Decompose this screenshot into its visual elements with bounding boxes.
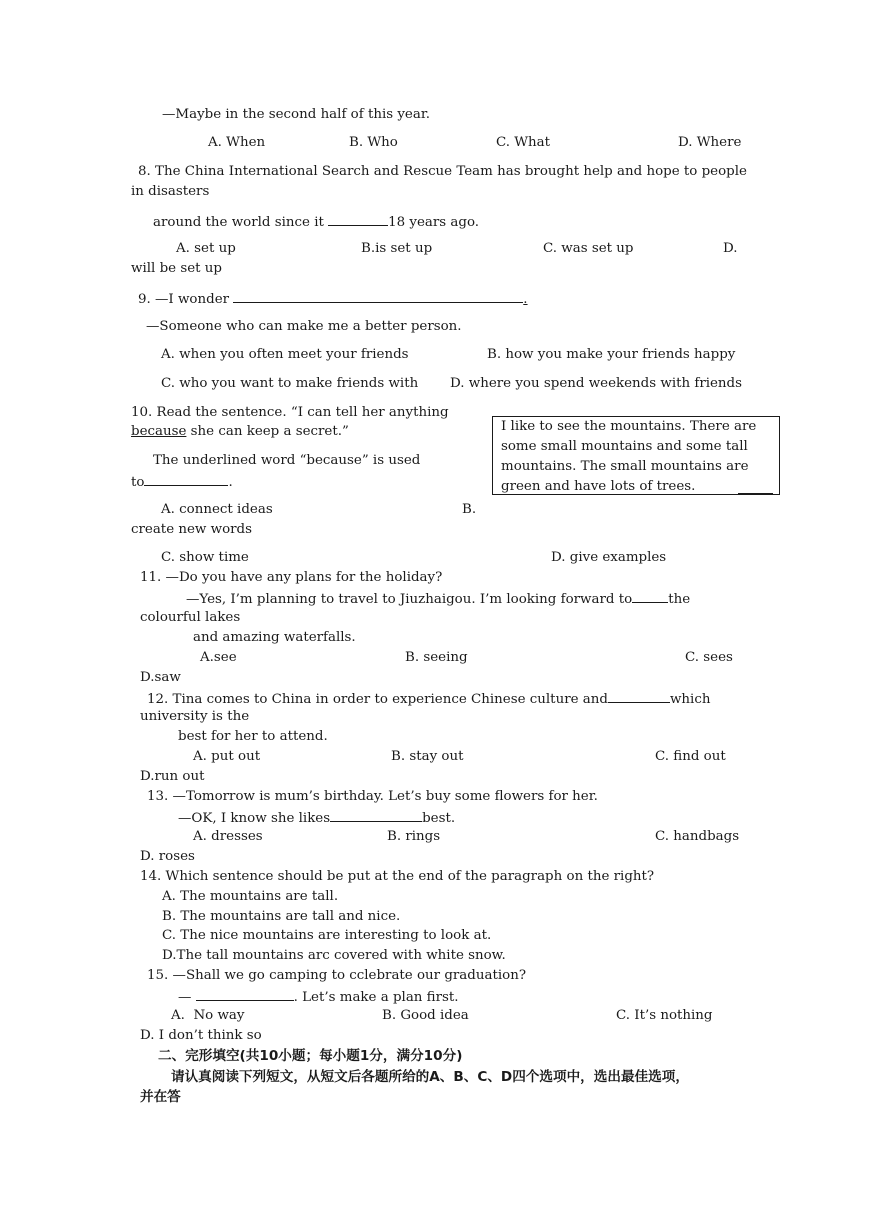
q8-stem-line3: around the world since it 18 years ago. <box>153 212 479 232</box>
q14-option-d: D.The tall mountains arc covered with white snow. <box>162 948 506 963</box>
q7-answer-line: —Maybe in the second half of this year. <box>162 107 431 122</box>
section2-instruction-line1: 请认真阅读下列短文，从短文后各题所给的A、B、C、D四个选项中，选出最佳选项， <box>171 1069 689 1085</box>
q10-underlined-word: because <box>131 424 187 439</box>
q14-stem-line1: 14. Which sentence should be put at the end of the paragraph on the right? <box>140 869 655 884</box>
q11-option-d: D.saw <box>140 670 181 685</box>
q10-option-b: B. <box>462 502 477 517</box>
q12-option-a: A. put out <box>193 749 261 764</box>
section2-instruction-line2: 并在答 <box>140 1089 181 1105</box>
q15-answer-blank <box>196 987 294 1001</box>
q8-stem-line2: in disasters <box>131 184 210 199</box>
q15-stem-line2: — . Let’s make a plan first. <box>178 987 459 1007</box>
q7-option-b: B. Who <box>349 135 398 150</box>
paragraph-line1: I like to see the mountains. There are <box>501 419 757 434</box>
q9-answer-blank <box>233 289 523 303</box>
q8-option-a: A. set up <box>176 241 236 256</box>
q8-stem-line1: 8. The China International Search and Rescue Team has brought help and hope to people <box>138 164 747 179</box>
q7-option-d: D. Where <box>678 135 742 150</box>
section2-heading: 二、完形填空(共10小题；每小题1分，满分10分) <box>158 1048 463 1064</box>
paragraph-box <box>492 416 780 495</box>
q13-answer-blank <box>330 808 422 822</box>
paragraph-line3: mountains. The small mountains are <box>501 459 749 474</box>
q9-option-c: C. who you want to make friends with <box>161 376 419 391</box>
q10-stem-line3: The underlined word “because” is used <box>153 453 421 468</box>
q8-option-b: B.is set up <box>361 241 433 256</box>
q12-option-d: D.run out <box>140 769 205 784</box>
paragraph-line4: green and have lots of trees. <box>501 479 696 494</box>
q11-stem-line1: 11. —Do you have any plans for the holiday? <box>140 570 443 585</box>
q14-option-b: B. The mountains are tall and nice. <box>162 909 401 924</box>
q11-option-a: A.see <box>200 650 237 665</box>
q11-stem-line2: —Yes, I’m planning to travel to Jiuzhaigou. I’m looking forward to the <box>186 589 690 609</box>
q11-option-b: B. seeing <box>405 650 468 665</box>
q9-option-a: A. when you often meet your friends <box>161 347 409 362</box>
q10-option-b-cont: create new words <box>131 522 253 537</box>
q11-answer-blank <box>632 589 668 603</box>
q13-option-b: B. rings <box>387 829 441 844</box>
q10-option-d: D. give examples <box>551 550 667 565</box>
q13-stem-line2: —OK, I know she likes best. <box>178 808 455 828</box>
q15-option-a: A. No way <box>171 1008 245 1023</box>
q10-stem-line1: 10. Read the sentence. “I can tell her anything <box>131 405 449 420</box>
q8-answer-blank <box>328 212 388 226</box>
q15-option-c: C. It’s nothing <box>616 1008 713 1023</box>
q10-stem-line4: to . <box>131 472 233 492</box>
q12-option-c: C. find out <box>655 749 726 764</box>
paragraph-line2: some small mountains and some tall <box>501 439 748 454</box>
q15-stem-line1: 15. —Shall we go camping to cclebrate our graduation? <box>147 968 526 983</box>
q8-option-d-cont: will be set up <box>131 261 222 276</box>
q12-stem-line2: university is the <box>140 709 250 724</box>
q15-option-d: D. I don’t think so <box>140 1028 262 1043</box>
q14-option-c: C. The nice mountains are interesting to look at. <box>162 928 492 943</box>
q9-option-d: D. where you spend weekends with friends <box>450 376 743 391</box>
q7-option-c: C. What <box>496 135 551 150</box>
paragraph-answer-blank <box>738 480 773 494</box>
q14-option-a: A. The mountains are tall. <box>162 889 339 904</box>
q7-option-a: A. When <box>208 135 266 150</box>
q10-option-c: C. show time <box>161 550 249 565</box>
q9-option-b: B. how you make your friends happy <box>487 347 736 362</box>
q12-stem-line3: best for her to attend. <box>178 729 328 744</box>
q8-option-c: C. was set up <box>543 241 634 256</box>
q13-option-d: D. roses <box>140 849 195 864</box>
q11-stem-line3: colourful lakes <box>140 610 241 625</box>
q13-option-a: A. dresses <box>193 829 263 844</box>
q10-option-a: A. connect ideas <box>161 502 273 517</box>
q12-answer-blank <box>608 689 670 703</box>
q10-stem-line2: because she can keep a secret.” <box>131 424 349 439</box>
q13-stem-line1: 13. —Tomorrow is mum’s birthday. Let’s buy some flowers for her. <box>147 789 598 804</box>
q13-option-c: C. handbags <box>655 829 740 844</box>
q8-option-d: D. <box>723 241 738 256</box>
q9-stem-line1: 9. —I wonder . <box>138 289 528 309</box>
q11-option-c: C. sees <box>685 650 733 665</box>
q12-option-b: B. stay out <box>391 749 464 764</box>
q11-stem-line4: and amazing waterfalls. <box>193 630 356 645</box>
q9-stem-line2: —Someone who can make me a better person. <box>146 319 462 334</box>
q15-option-b: B. Good idea <box>382 1008 469 1023</box>
q12-stem-line1: 12. Tina comes to China in order to experience Chinese culture and which <box>147 689 710 709</box>
q10-answer-blank <box>144 472 228 486</box>
